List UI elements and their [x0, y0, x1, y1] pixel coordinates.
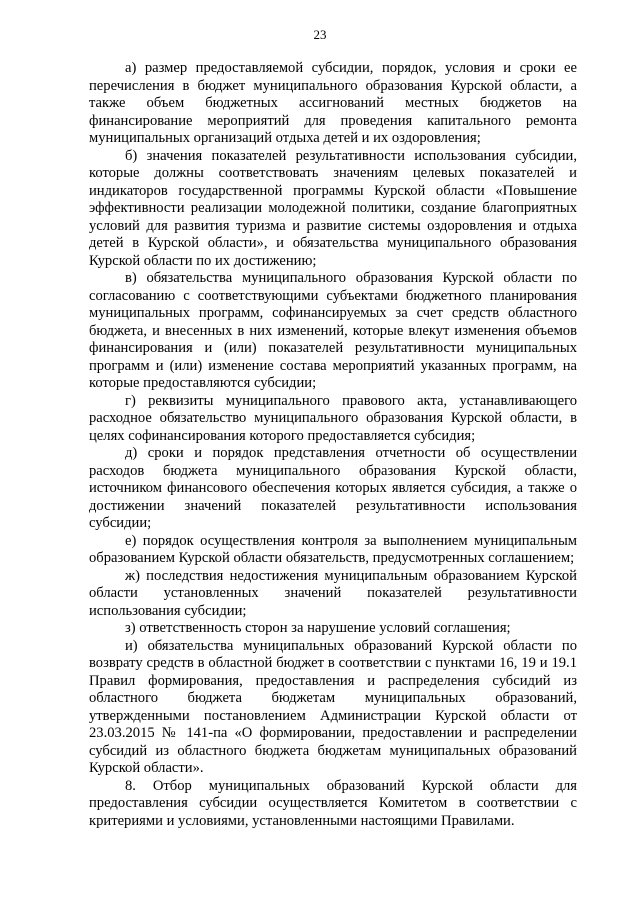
paragraph-a: а) размер предоставляемой субсидии, порядок, условия и сроки ее перечисления в бюджет муниципального образования Курской области, а также объем бюджетных ассигнований местных бюджетов на финансирование мероприятий для проведения капитального ремонта муниципальных организаций отдыха детей и их оздоровления; — [89, 60, 577, 146]
paragraph-e: е) порядок осуществления контроля за выполнением муниципальным образованием Курской области обязательств, предусмотренных соглашением; — [89, 532, 577, 566]
paragraph-b: б) значения показателей результативности использования субсидии, которые должны соответствовать значениям целевых показателей и индикаторов государственной программы Курской области «Повышение эффективности реализации молодежной политики, создание благоприятных условий для развития туризма и развитие системы оздоровления и отдыха детей в Курской области», и обязательства муниципального образования Курской области по их достижению; — [89, 147, 577, 269]
paragraph-d: д) сроки и порядок представления отчетности об осуществлении расходов бюджета муниципального образования Курской области, источником финансового обеспечения которых является субсидия, а также о достижении значений показателей результативности использования субсидии; — [89, 445, 577, 531]
document-body — [89, 60, 577, 830]
paragraph-i: и) обязательства муниципальных образований Курской области по возврату средств в областной бюджет в соответствии с пунктами 16, 19 и 19.1 Правил формирования, предоставления и распределения субсидий из областного бюджета бюджетам муниципальных образований, утвержденными постановлением Администрации Курской области от 23.03.2015 № 141-па «О формировании, предоставлении и распределении субсидий из областного бюджета бюджетам муниципальных образований Курской области». — [89, 637, 577, 776]
paragraph-v: в) обязательства муниципального образования Курской области по согласованию с соответствующими субъектами бюджетного планирования муниципальных программ, софинансируемых за счет средств областного бюджета, и внесенных в них изменений, которые влекут изменения объемов финансирования и (или) показателей результативности муниципальных программ и (или) изменение состава мероприятий указанных программ, на которые предоставляются субсидии; — [89, 270, 577, 391]
paragraph-8: 8. Отбор муниципальных образований Курской области для предоставления субсидии осуществляется Комитетом в соответствии с критериями и условиями, установленными настоящими Правилами. — [89, 777, 577, 829]
paragraph-z: з) ответственность сторон за нарушение условий соглашения; — [125, 620, 511, 636]
page-number: 23 — [313, 27, 327, 42]
paragraph-g: г) реквизиты муниципального правового акта, устанавливающего расходное обязательство муниципального образования Курской области, в целях софинансирования которого предоставляется субсидия; — [89, 392, 577, 444]
paragraph-zh: ж) последствия недостижения муниципальным образованием Курской области установленных значений показателей результативности использования субсидии; — [89, 567, 577, 619]
